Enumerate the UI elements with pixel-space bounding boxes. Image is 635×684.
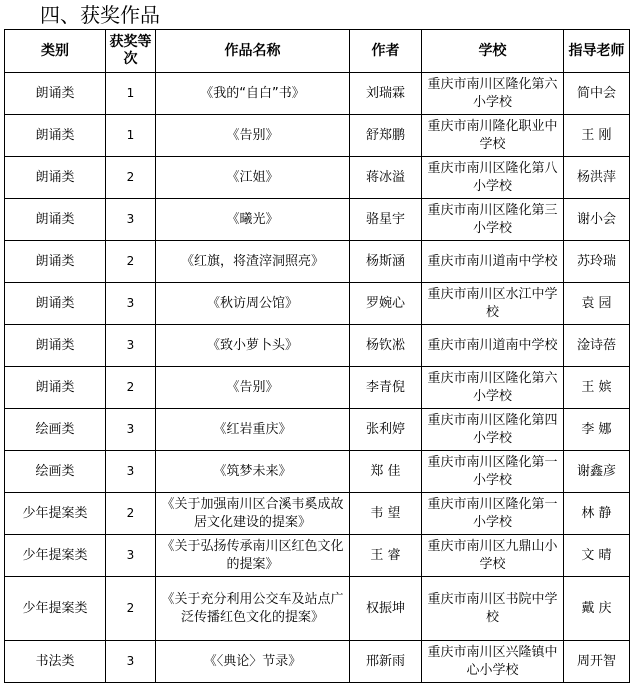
cell-author: 权振坤 [350,577,422,641]
cell-author: 舒郑鹏 [350,115,422,157]
header-author: 作者 [350,30,422,73]
cell-school: 重庆市南川区书院中学校 [422,577,564,641]
cell-teacher: 苏玲瑞 [564,241,630,283]
cell-work: 《江姐》 [156,157,350,199]
cell-rank: 2 [106,241,156,283]
cell-category: 朗诵类 [5,199,106,241]
cell-author: 郑 佳 [350,451,422,493]
cell-author: 韦 望 [350,493,422,535]
cell-author: 张利婷 [350,409,422,451]
table-row [5,367,630,409]
header-rank: 获奖等次 [106,30,156,73]
cell-school: 重庆市南川区隆化第八小学校 [422,157,564,199]
table-row [5,325,630,367]
cell-rank: 1 [106,115,156,157]
header-teacher: 指导老师 [564,30,630,73]
cell-work: 《告别》 [156,367,350,409]
cell-teacher: 王 刚 [564,115,630,157]
cell-school: 重庆市南川区隆化第六小学校 [422,367,564,409]
cell-school: 重庆市南川区隆化第三小学校 [422,199,564,241]
header-work: 作品名称 [156,30,350,73]
cell-category: 朗诵类 [5,325,106,367]
cell-category: 书法类 [5,641,106,683]
cell-teacher: 谢小会 [564,199,630,241]
cell-work: 《红旗，将渣滓洞照亮》 [156,241,350,283]
cell-work: 《秋访周公馆》 [156,283,350,325]
cell-author: 杨斯涵 [350,241,422,283]
cell-category: 少年提案类 [5,535,106,577]
cell-author: 王 睿 [350,535,422,577]
table-row [5,577,630,641]
cell-teacher: 李 娜 [564,409,630,451]
cell-category: 朗诵类 [5,241,106,283]
cell-rank: 1 [106,73,156,115]
cell-author: 蒋冰溢 [350,157,422,199]
cell-rank: 3 [106,283,156,325]
cell-work: 《关于充分利用公交车及站点广泛传播红色文化的提案》 [156,577,350,641]
header-school: 学校 [422,30,564,73]
cell-work: 《我的“自白”书》 [156,73,350,115]
cell-author: 刘瑞霖 [350,73,422,115]
cell-rank: 3 [106,535,156,577]
cell-teacher: 戴 庆 [564,577,630,641]
cell-rank: 2 [106,157,156,199]
section-title: 四、获奖作品 [40,3,160,27]
cell-category: 朗诵类 [5,115,106,157]
cell-category: 少年提案类 [5,577,106,641]
cell-work: 《红岩重庆》 [156,409,350,451]
cell-category: 绘画类 [5,451,106,493]
cell-category: 绘画类 [5,409,106,451]
cell-school: 重庆市南川道南中学校 [422,241,564,283]
cell-school: 重庆市南川区水江中学校 [422,283,564,325]
cell-category: 朗诵类 [5,367,106,409]
header-category: 类别 [5,30,106,73]
table-row [5,115,630,157]
cell-rank: 3 [106,451,156,493]
cell-author: 邢新雨 [350,641,422,683]
cell-teacher: 杨洪萍 [564,157,630,199]
cell-work: 《〈典论〉节录》 [156,641,350,683]
table-row [5,493,630,535]
cell-work: 《致小萝卜头》 [156,325,350,367]
cell-rank: 3 [106,409,156,451]
cell-teacher: 文 晴 [564,535,630,577]
cell-work: 《告别》 [156,115,350,157]
cell-work: 《筑梦未来》 [156,451,350,493]
cell-rank: 2 [106,367,156,409]
cell-author: 杨钦凇 [350,325,422,367]
cell-school: 重庆市南川区隆化第一小学校 [422,493,564,535]
table-row [5,641,630,683]
cell-work: 《关于加强南川区合溪韦奚成故居文化建设的提案》 [156,493,350,535]
cell-author: 李青倪 [350,367,422,409]
cell-rank: 2 [106,493,156,535]
cell-category: 少年提案类 [5,493,106,535]
cell-work: 《关于弘扬传承南川区红色文化的提案》 [156,535,350,577]
cell-rank: 2 [106,577,156,641]
table-header-row [5,30,630,73]
cell-work: 《曦光》 [156,199,350,241]
cell-school: 重庆市南川区兴隆镇中心小学校 [422,641,564,683]
cell-author: 骆星宇 [350,199,422,241]
cell-teacher: 王 嫔 [564,367,630,409]
cell-teacher: 淦诗蓓 [564,325,630,367]
cell-rank: 3 [106,641,156,683]
table-row [5,283,630,325]
table-row [5,409,630,451]
cell-teacher: 周开智 [564,641,630,683]
cell-school: 重庆市南川区隆化第六小学校 [422,73,564,115]
table-row [5,157,630,199]
cell-school: 重庆市南川道南中学校 [422,325,564,367]
cell-teacher: 谢鑫彦 [564,451,630,493]
cell-category: 朗诵类 [5,73,106,115]
cell-teacher: 简中会 [564,73,630,115]
awards-table [4,29,630,683]
cell-school: 重庆市南川区隆化第一小学校 [422,451,564,493]
cell-school: 重庆市南川区九鼎山小学校 [422,535,564,577]
cell-school: 重庆市南川隆化职业中学校 [422,115,564,157]
cell-category: 朗诵类 [5,157,106,199]
table-row [5,73,630,115]
table-row [5,199,630,241]
cell-rank: 3 [106,199,156,241]
cell-school: 重庆市南川区隆化第四小学校 [422,409,564,451]
cell-category: 朗诵类 [5,283,106,325]
cell-author: 罗婉心 [350,283,422,325]
cell-rank: 3 [106,325,156,367]
table-row [5,535,630,577]
table-row [5,451,630,493]
cell-teacher: 林 静 [564,493,630,535]
cell-teacher: 袁 园 [564,283,630,325]
table-row [5,241,630,283]
